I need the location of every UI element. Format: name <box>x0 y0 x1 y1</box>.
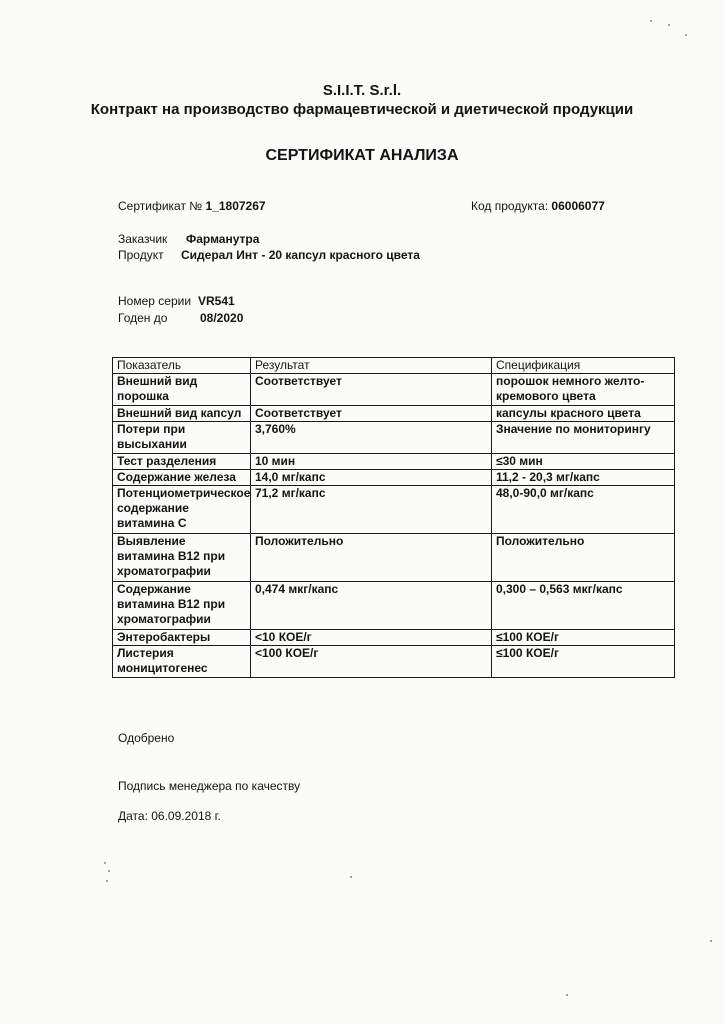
row-result: 3,760% <box>251 422 492 454</box>
row-result: 14,0 мг/капс <box>251 470 492 486</box>
scan-speck <box>566 994 568 996</box>
product-code-value: 06006077 <box>551 199 605 213</box>
scan-speck <box>710 940 712 942</box>
row-parameter: Потенциометрическое содержание витамина С <box>113 486 251 534</box>
certificate-value: 1_1807267 <box>205 199 266 213</box>
product-label: Продукт <box>118 248 164 262</box>
row-result: <10 КОЕ/г <box>251 630 492 646</box>
expiry-value: 08/2020 <box>200 311 244 325</box>
analysis-table <box>112 357 675 678</box>
customer-value: Фарманутра <box>186 232 260 246</box>
row-specification: ≤30 мин <box>492 454 675 470</box>
table-row <box>113 406 675 422</box>
product-value: Сидерал Инт - 20 капсул красного цвета <box>181 248 420 262</box>
scan-speck <box>108 870 110 872</box>
row-specification: Положительно <box>492 534 675 582</box>
approved-text: Одобрено <box>118 731 175 745</box>
row-specification: порошок немного желто-кремового цвета <box>492 374 675 406</box>
scan-speck <box>104 862 106 864</box>
table-row <box>113 582 675 630</box>
scan-speck <box>106 880 108 882</box>
company-subtitle: Контракт на производство фармацевтической и диетической продукции <box>90 101 634 118</box>
table-row <box>113 470 675 486</box>
date-line: Дата: 06.09.2018 г. <box>118 809 221 823</box>
expiry-label: Годен до <box>118 311 168 325</box>
batch-label: Номер серии <box>118 294 192 308</box>
row-parameter: Внешний вид порошка <box>113 374 251 406</box>
scan-speck <box>685 34 687 36</box>
row-result: Положительно <box>251 534 492 582</box>
product-code-label: Код продукта: <box>471 199 549 213</box>
scan-speck <box>668 24 670 26</box>
customer-label: Заказчик <box>118 232 168 246</box>
row-parameter: Выявление витамина В12 при хроматографии <box>113 534 251 582</box>
header-specification: Спецификация <box>492 358 675 374</box>
table-row <box>113 422 675 454</box>
row-specification: 48,0-90,0 мг/капс <box>492 486 675 534</box>
certificate-label: Сертификат № <box>118 199 203 213</box>
table-row <box>113 486 675 534</box>
row-result: Соответствует <box>251 374 492 406</box>
row-parameter: Листерия моницитогенес <box>113 646 251 678</box>
batch-value: VR541 <box>198 294 235 308</box>
table-row <box>113 454 675 470</box>
company-name: S.I.I.T. S.r.l. <box>322 82 402 99</box>
table-row <box>113 534 675 582</box>
row-parameter: Энтеробактеры <box>113 630 251 646</box>
row-specification: ≤100 КОЕ/г <box>492 646 675 678</box>
row-specification: 11,2 - 20,3 мг/капс <box>492 470 675 486</box>
scan-speck <box>650 20 652 22</box>
row-parameter: Потери при высыхании <box>113 422 251 454</box>
row-specification: Значение по мониторингу <box>492 422 675 454</box>
table-header-row <box>113 358 675 374</box>
table-row <box>113 646 675 678</box>
header-result: Результат <box>251 358 492 374</box>
certificate-number <box>118 199 266 213</box>
header-parameter: Показатель <box>113 358 251 374</box>
row-parameter: Внешний вид капсул <box>113 406 251 422</box>
product-code <box>471 199 605 213</box>
signature-line: Подпись менеджера по качеству <box>118 779 301 793</box>
row-specification: ≤100 КОЕ/г <box>492 630 675 646</box>
row-parameter: Содержание железа <box>113 470 251 486</box>
scan-speck <box>350 876 352 878</box>
document-title: СЕРТИФИКАТ АНАЛИЗА <box>265 147 459 164</box>
row-result: <100 КОЕ/г <box>251 646 492 678</box>
row-result: 0,474 мкг/капс <box>251 582 492 630</box>
row-result: 10 мин <box>251 454 492 470</box>
row-result: Соответствует <box>251 406 492 422</box>
table-row <box>113 374 675 406</box>
row-result: 71,2 мг/капс <box>251 486 492 534</box>
row-parameter: Тест разделения <box>113 454 251 470</box>
row-specification: 0,300 – 0,563 мкг/капс <box>492 582 675 630</box>
row-specification: капсулы красного цвета <box>492 406 675 422</box>
table-row <box>113 630 675 646</box>
row-parameter: Содержание витамина В12 при хроматографии <box>113 582 251 630</box>
